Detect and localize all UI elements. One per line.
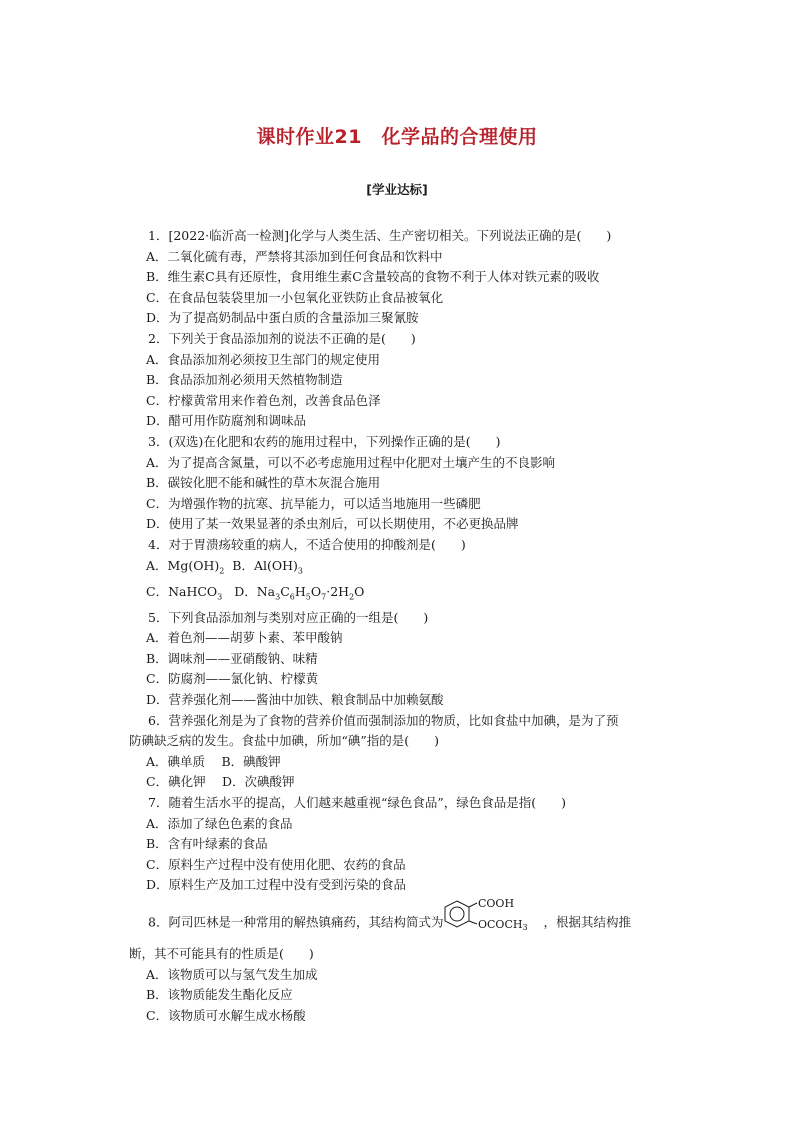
question-3-option-c: C．为增强作物的抗寒、抗旱能力，可以适当地施用一些磷肥 (146, 495, 481, 511)
question-2-option-d: D．醋可用作防腐剂和调味品 (146, 413, 307, 429)
question-5-option-c: C．防腐剂——氯化钠、柠檬黄 (146, 671, 319, 687)
question-8-line-2: 断，其不可能具有的性质是( ) (129, 946, 314, 961)
question-4: 4．对于胃溃疡较重的病人，不适合使用的抑酸剂是( ) (148, 536, 466, 552)
question-8-option-a: A．该物质可以与氢气发生加成 (146, 966, 318, 982)
question-4-option-d: D．$Na_3C_6H_5O_7\cdot 2H_2O$ (234, 583, 365, 602)
question-5-option-a: A．着色剂——胡萝卜素、苯甲酸钠 (146, 630, 343, 646)
question-2: 2．下列关于食品添加剂的说法不正确的是( ) (148, 330, 416, 346)
question-1-option-c: C．在食品包装袋里加一小包氧化亚铁防止食品被氧化 (146, 289, 444, 305)
acetoxy-group-label: OCOCH3 (478, 918, 529, 932)
section-heading: [学业达标] (366, 182, 428, 197)
question-2-option-c: C．柠檬黄常用来作着色剂，改善食品色泽 (146, 392, 381, 408)
question-4-options-cd (146, 582, 666, 608)
question-8-line-1: 8．阿司匹林是一种常用的解热镇痛药，其结构简式为 COOH OCOCH3 ，根据其结构推 (146, 902, 666, 944)
question-5: 5．下列食品添加剂与类别对应正确的一组是( ) (148, 609, 429, 625)
question-7-option-c: C．原料生产过程中没有使用化肥、农药的食品 (146, 856, 406, 872)
question-3-option-a: A．为了提高含氮量，可以不必考虑施用过程中化肥对土壤产生的不良影响 (146, 454, 556, 470)
question-3: 3．(双选)在化肥和农药的施用过程中，下列操作正确的是( ) (148, 433, 501, 449)
question-1: 1．[2022·临沂高一检测]化学与人类生活、生产密切相关。下列说法正确的是( ) (148, 228, 612, 243)
question-4-option-b: B．$Al(OH)_3$ (232, 557, 303, 575)
question-7-option-b: B．含有叶绿素的食品 (146, 836, 268, 852)
question-2-option-b: B．食品添加剂必须用天然植物制造 (146, 372, 343, 388)
question-6-line-2: 防碘缺乏病的发生。食盐中加碘，所加“碘”指的是( ) (129, 733, 440, 749)
question-list (129, 226, 666, 1026)
question-6-line-1: 6．营养强化剂是为了食物的营养价值而强制添加的物质，比如食盐中加碘，是为了预 (148, 712, 619, 728)
question-3-option-d: D．使用了某一效果显著的杀虫剂后，可以长期使用，不必更换品牌 (146, 516, 519, 532)
question-8-option-c: C．该物质可水解生成水杨酸 (146, 1007, 306, 1023)
question-1-option-d: D．为了提高奶制品中蛋白质的含量添加三聚氰胺 (146, 310, 419, 326)
question-5-option-b: B．调味剂——亚硝酸钠、味精 (146, 650, 318, 666)
page-title: 课时作业21 化学品的合理使用 (256, 126, 538, 148)
question-7-option-d: D．原料生产及加工过程中没有受到污染的食品 (146, 877, 407, 893)
question-2-option-a: A．食品添加剂必须按卫生部门的规定使用 (146, 351, 381, 367)
question-7-option-a: A．添加了绿色色素的食品 (146, 815, 293, 831)
question-4-option-a: A．$Mg(OH)_2$ (146, 557, 225, 575)
question-4-option-c: C．NaHCO$_3$ (146, 583, 223, 602)
question-6-options-cd: C．碘化钾 D．次碘酸钾 (146, 774, 295, 790)
question-8-option-b: B．该物质能发生酯化反应 (146, 987, 293, 1003)
carboxyl-group-label: COOH (478, 897, 515, 910)
question-1-option-a: A．二氧化硫有毒，严禁将其添加到任何食品和饮料中 (146, 248, 443, 264)
question-6-options-ab: A．碘单质 B．碘酸钾 (146, 753, 281, 769)
question-5-option-d: D．营养强化剂——酱油中加铁、粮食制品中加赖氨酸 (146, 692, 444, 708)
aspirin-structure (443, 896, 543, 938)
aspirin-structure-drawing (443, 896, 543, 938)
question-4-options-ab (146, 556, 666, 582)
question-7: 7．随着生活水平的提高，人们越来越重视“绿色食品”，绿色食品是指( ) (148, 795, 566, 811)
question-1-option-b: B．维生素C具有还原性，食用维生素C含量较高的食物不利于人体对铁元素的吸收 (146, 269, 600, 285)
question-3-option-b: B．碳铵化肥不能和碱性的草木灰混合施用 (146, 475, 381, 491)
